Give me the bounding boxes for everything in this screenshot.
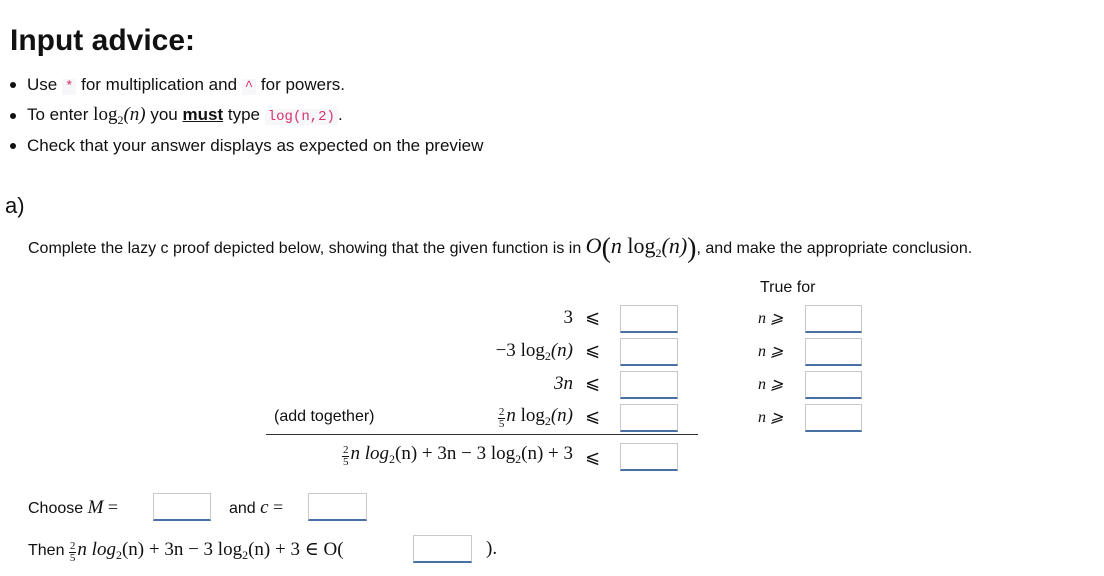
bullet-dot xyxy=(10,82,16,88)
conclusion-expression: $\frac{2}{5}$ n $\log_2(n) + 3n - 3$ $\log_2(n) + 3$ ∈ O( xyxy=(69,539,344,564)
big-o-answer-input[interactable] xyxy=(413,535,472,563)
n-geq-label: n ⩾ xyxy=(758,376,784,393)
n-geq-label: n ⩾ xyxy=(758,310,784,327)
advice-bullet-preview: Check that your answer displays as expected on the preview xyxy=(27,136,484,155)
bound-input-sum[interactable] xyxy=(620,443,678,471)
bullet2-post: . xyxy=(337,105,343,124)
then-label: Then xyxy=(28,542,65,559)
choose-m-label: Choose M = xyxy=(28,497,119,518)
proof-row-neg-log: −3 $\log_2(n)$ xyxy=(495,340,573,363)
code-log: log(n,2) xyxy=(265,109,338,125)
part-instruction xyxy=(28,233,972,265)
code-caret: ^ xyxy=(242,79,256,95)
bullet2-you: you xyxy=(150,105,178,124)
bullet-dot xyxy=(10,113,16,119)
bullet1-post: for powers. xyxy=(260,75,345,94)
leq-symbol: ⩽ xyxy=(585,307,601,328)
n-threshold-input-row1[interactable] xyxy=(805,305,862,333)
m-constant-input[interactable] xyxy=(153,493,211,521)
true-for-header: True for xyxy=(760,279,816,296)
bullet1-mid: for multiplication and xyxy=(81,75,238,94)
proof-sum-expression: $\frac{2}{5}$ n $\log_2(n) + 3n - 3$ $\log_2(n) + 3$ xyxy=(342,443,573,468)
leq-symbol: ⩽ xyxy=(585,340,601,361)
bullet2-pre: To enter xyxy=(27,105,89,124)
choose-c-label: and c = xyxy=(229,497,284,518)
part-label: a) xyxy=(5,193,25,218)
n-geq-label: n ⩾ xyxy=(758,409,784,426)
advice-bullet-multiplication xyxy=(27,75,345,95)
leq-symbol: ⩽ xyxy=(585,373,601,394)
n-threshold-input-row3[interactable] xyxy=(805,371,862,399)
leq-symbol: ⩽ xyxy=(585,447,601,468)
c-constant-input[interactable] xyxy=(308,493,367,521)
bound-input-row4[interactable] xyxy=(620,404,678,432)
bound-input-row3[interactable] xyxy=(620,371,678,399)
conclusion-line xyxy=(28,538,344,564)
conclusion-close: ). xyxy=(486,538,498,559)
bullet-dot xyxy=(10,143,16,149)
log-example: $\log_2(n)$ xyxy=(93,104,146,127)
bullet2-type: type xyxy=(227,105,260,124)
n-geq-label: n ⩾ xyxy=(758,343,784,360)
proof-row-linear: 3n xyxy=(554,373,573,394)
big-o-expression: O(n $\log_2(n)$) xyxy=(585,233,697,264)
n-threshold-input-row4[interactable] xyxy=(805,404,862,432)
add-together-label: (add together) xyxy=(274,408,375,425)
sum-divider xyxy=(266,434,698,435)
proof-row-constant: 3 xyxy=(563,307,573,328)
must-emphasis: must xyxy=(182,105,224,124)
n-threshold-input-row2[interactable] xyxy=(805,338,862,366)
advice-heading: Input advice: xyxy=(10,24,196,57)
bound-input-row2[interactable] xyxy=(620,338,678,366)
code-asterisk: * xyxy=(62,79,76,95)
advice-bullet-log xyxy=(27,104,343,128)
proof-row-nlogn: $\frac{2}{5}$ n $\log_2(n)$ xyxy=(498,405,573,430)
leq-symbol: ⩽ xyxy=(585,406,601,427)
instruction-pre: Complete the lazy c proof depicted below, showing that the given function is in xyxy=(28,240,582,257)
instruction-post: , and make the appropriate conclusion. xyxy=(696,240,973,257)
bound-input-row1[interactable] xyxy=(620,305,678,333)
bullet1-pre: Use xyxy=(27,75,58,94)
